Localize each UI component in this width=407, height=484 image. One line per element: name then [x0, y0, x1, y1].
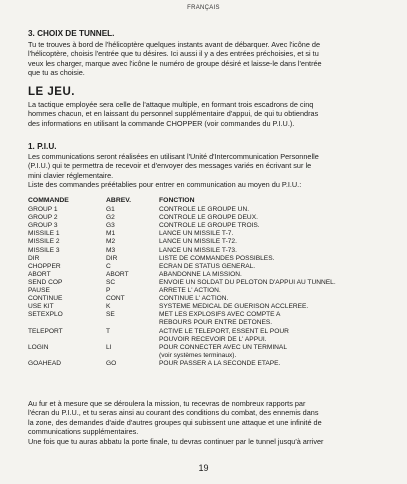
command-name: TELEPORT	[28, 327, 63, 335]
paragraph-line: (P.I.U.) qui te permettra de recevoir et d'envoyer des messages variés en écrivant sur le	[28, 161, 312, 171]
section-title-tunnel: 3. CHOIX DE TUNNEL.	[28, 29, 115, 38]
command-function	[159, 222, 336, 230]
command-function	[159, 206, 336, 214]
command-name: MISSILE 3	[28, 246, 60, 254]
command-abbrev: GO	[106, 359, 117, 367]
table-row	[28, 360, 336, 368]
table-row	[28, 271, 336, 279]
function-line: CONTROLE LE GROUPE UN.	[159, 206, 250, 214]
command-abbrev: CONT	[106, 295, 125, 303]
paragraph-tunnel	[28, 40, 388, 78]
section-title-jeu: LE JEU.	[28, 86, 75, 98]
command-function	[159, 287, 336, 295]
command-function	[159, 279, 336, 287]
command-function	[159, 263, 336, 271]
paragraph-line: Une fois que tu auras abbatu la porte finale, tu devras continuer par le tunnel jusqu'à arriver	[28, 436, 324, 446]
column-header-fonction: FONCTION	[159, 197, 195, 204]
function-line: POUR PASSER A LA SECONDE ETAPE.	[159, 359, 281, 367]
table-row	[28, 279, 336, 287]
command-function	[159, 238, 336, 246]
command-name: CONTINUE	[28, 295, 63, 303]
command-function	[159, 328, 336, 344]
command-function	[159, 230, 336, 238]
table-row	[28, 222, 336, 230]
paragraph-line: Liste des commandes préétablies pour entrer en communication au moyen du P.I.U.:	[28, 180, 302, 190]
function-line: ABANDONNE LA MISSION.	[159, 270, 242, 278]
table-row	[28, 247, 336, 255]
column-header-abrev: ABREV.	[106, 197, 132, 204]
table-row	[28, 303, 336, 311]
table-row	[28, 344, 336, 360]
command-abbrev: P	[106, 287, 111, 295]
paragraph-line: hommes chacun, et en laissant du personnel supplémentaire d'appui, de qui tu obtiendras	[28, 109, 319, 119]
column-header-commande: COMMANDE	[28, 197, 69, 204]
paragraph-reports	[28, 399, 388, 446]
function-line: LISTE DE COMMANDES POSSIBLES.	[159, 254, 275, 262]
command-name: ABORT	[28, 270, 51, 278]
command-abbrev: LI	[106, 343, 112, 351]
paragraph-jeu	[28, 100, 388, 128]
command-abbrev: G1	[106, 206, 115, 214]
command-abbrev: SE	[106, 311, 115, 319]
command-name: GROUP 2	[28, 214, 58, 222]
command-abbrev: M2	[106, 238, 116, 246]
function-line: POUVOIR RECEVOIR DE L' APPUI.	[159, 335, 267, 343]
table-row	[28, 255, 336, 263]
paragraph-line: la zone, des demandes d'aide d'autres groupes qui subissent une attaque et une infinité de	[28, 417, 322, 427]
command-function	[159, 255, 336, 263]
table-row	[28, 287, 336, 295]
command-abbrev: SC	[106, 278, 116, 286]
table-row	[28, 263, 336, 271]
command-abbrev: M3	[106, 246, 116, 254]
table-row	[28, 311, 336, 327]
command-abbrev: C	[106, 262, 111, 270]
command-name: USE KIT	[28, 303, 54, 311]
command-function	[159, 303, 336, 311]
paragraph-line: que tu as choisie.	[28, 68, 85, 78]
command-abbrev: M1	[106, 230, 116, 238]
function-line: (voir systèmes terminaux).	[159, 351, 237, 359]
command-name: CHOPPER	[28, 262, 61, 270]
function-line: CONTROLE LE GROUPE DEUX.	[159, 214, 258, 222]
command-abbrev: K	[106, 303, 111, 311]
page-header: FRANÇAIS	[187, 5, 220, 11]
paragraph-line: Au fur et à mesure que se déroulera la mission, tu recevras de nombreux rapports par	[28, 399, 306, 408]
paragraph-line: Les communications seront réalisées en utilisant l'Unité d'Intercommunication Personnelle	[28, 152, 319, 161]
table-row	[28, 295, 336, 303]
command-name: DIR	[28, 254, 40, 262]
command-name: GROUP 1	[28, 206, 58, 214]
command-abbrev: G3	[106, 222, 115, 230]
section-title-piu: 1. P.I.U.	[28, 142, 57, 151]
command-table-header	[28, 197, 336, 206]
function-line: LANCE UN MISSILE T-7.	[159, 230, 234, 238]
paragraph-line: Tu te trouves à bord de l'hélicoptère quelques instants avant de débarquer. Avec l'icône de	[28, 40, 321, 49]
paragraph-line: La tactique employée sera celle de l'attaque multiple, en formant trois escadrons de cinq	[28, 100, 314, 109]
function-line: SYSTEME MEDICAL DE GUERISON ACCLEREE.	[159, 303, 309, 311]
command-abbrev: G2	[106, 214, 115, 222]
command-name: GROUP 3	[28, 222, 58, 230]
command-name: SEND COP	[28, 278, 63, 286]
function-line: POUR CONNECTER AVEC UN TERMINAL	[159, 343, 287, 351]
function-line: MET LES EXPLOSIFS AVEC COMPTE A	[159, 311, 281, 319]
function-line: LANCE UN MISSILE T-73.	[159, 246, 237, 254]
command-abbrev: DIR	[106, 254, 118, 262]
table-row	[28, 206, 336, 214]
function-line: LANCE UN MISSILE T-72.	[159, 238, 237, 246]
paragraph-line: veux les charger, marque avec l'icône le numéro de groupe désiré et laisse-le dans l'entrée	[28, 58, 322, 68]
table-row	[28, 238, 336, 246]
command-name: SETEXPLO	[28, 311, 63, 319]
command-abbrev: T	[106, 327, 111, 335]
paragraph-line: l'hélicoptère, choisis l'entrée que tu désires. Ici aussi il y a des entrées préchoisies, et si tu	[28, 49, 319, 59]
function-line: ARRETE L' ACTION.	[159, 287, 221, 295]
paragraph-line: mini clavier réglementaire.	[28, 170, 114, 180]
command-function	[159, 271, 336, 279]
command-name: LOGIN	[28, 343, 49, 351]
table-row	[28, 214, 336, 222]
paragraph-line: l'écran du P.I.U., et tu seras ainsi au courant des conditions du combat, des ennemis dans	[28, 408, 319, 418]
command-function	[159, 344, 336, 360]
command-function	[159, 214, 336, 222]
table-row	[28, 230, 336, 238]
command-function	[159, 295, 336, 303]
function-line: CONTINUE L' ACTION.	[159, 295, 229, 303]
function-line: CONTROLE LE GROUPE TROIS.	[159, 222, 260, 230]
function-line: ENVOIE UN SOLDAT DU PELOTON D'APPUI AU TUNNEL.	[159, 278, 336, 286]
command-table-body	[28, 206, 336, 368]
command-table	[28, 197, 336, 368]
command-name: GOAHEAD	[28, 359, 61, 367]
function-line: REBOURS POUR ENTRE DETONES.	[159, 319, 273, 327]
command-name: MISSILE 2	[28, 238, 60, 246]
function-line: ACTIVE LE TELEPORT, ESSENT EL POUR	[159, 327, 289, 335]
paragraph-line: communications supplémentaires.	[28, 427, 139, 437]
command-function	[159, 360, 336, 368]
command-function	[159, 311, 336, 327]
command-name: MISSILE 1	[28, 230, 60, 238]
function-line: ECRAN DE STATUS GENERAL.	[159, 262, 256, 270]
command-function	[159, 247, 336, 255]
command-abbrev: ABORT	[106, 270, 129, 278]
paragraph-piu	[28, 152, 388, 190]
page-number: 19	[198, 463, 209, 473]
table-row	[28, 328, 336, 344]
command-name: PAUSE	[28, 287, 50, 295]
paragraph-line: des informations en utilisant la commande CHOPPER (voir commandes du P.I.U.).	[28, 118, 295, 128]
